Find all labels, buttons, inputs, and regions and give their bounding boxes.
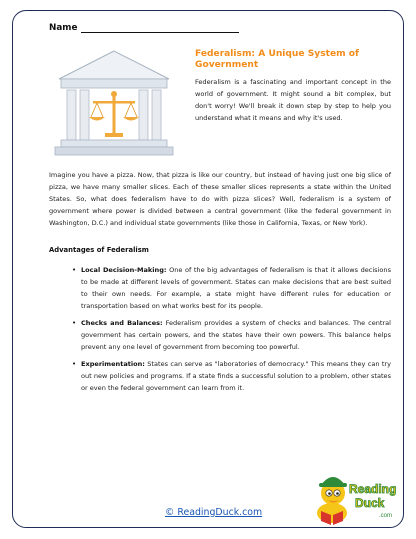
list-item: [72, 317, 391, 353]
list-item: [72, 358, 391, 394]
item-label: Checks and Balances:: [81, 319, 163, 327]
bullet-icon: •: [72, 266, 77, 274]
bullet-icon: •: [72, 319, 77, 327]
list-item: [72, 264, 391, 312]
worksheet-title: Federalism: A Unique System of Government: [195, 49, 359, 71]
item-label: Local Decision-Making:: [81, 266, 167, 274]
item-text: States can serve as "laboratories of democracy." This means they can try out new policies and programs. If a state finds a successful solution to a problem, other states or even the federal government can learn from it.: [81, 360, 391, 392]
government-building-illustration: [53, 41, 175, 171]
item-label: Experimentation:: [81, 360, 145, 368]
name-field: [49, 23, 239, 33]
logo-word-1: Reading: [349, 482, 397, 496]
name-label: Name: [49, 23, 78, 33]
intro-paragraph: Federalism is a fascinating and important concept in the world of government. It might sound a bit complex, but don't worry! We'll break it down step by step to help you understand what it means and why it's used.: [195, 78, 391, 122]
worksheet-page: [12, 10, 404, 528]
item-text: One of the big advantages of federalism is that it allows decisions to be made at different levels of government. States can make decisions that are best suited to their own needs. For example, a state might have different rules for education or transportation based on what works best for its people.: [81, 266, 391, 310]
advantages-list: [72, 264, 391, 399]
pizza-paragraph: Imagine you have a pizza. Now, that pizza is like our country, but instead of having just one big slice of pizza, we have many smaller slices. Each of these smaller slices represents a state within the United States. So, what does federalism have to do with pizza slices? Well, federalism is a system of government where power is divided between a central government (like the federal government in Washington, D.C.) and individual state governments (like those in California, Texas, or New York).: [49, 171, 391, 228]
name-input-line[interactable]: [81, 23, 239, 33]
item-text: Federalism provides a system of checks and balances. The central government has certain powers, and the states have their own powers. This balance helps prevent any one level of government from becoming too powerful.: [81, 319, 391, 351]
advantages-heading: Advantages of Federalism: [49, 246, 149, 254]
readingduck-logo: [315, 463, 399, 527]
logo-suffix: .com: [379, 513, 393, 519]
readingduck-link[interactable]: © ReadingDuck.com: [165, 507, 263, 518]
logo-word-2: Duck: [355, 496, 385, 510]
bullet-icon: •: [72, 360, 77, 368]
